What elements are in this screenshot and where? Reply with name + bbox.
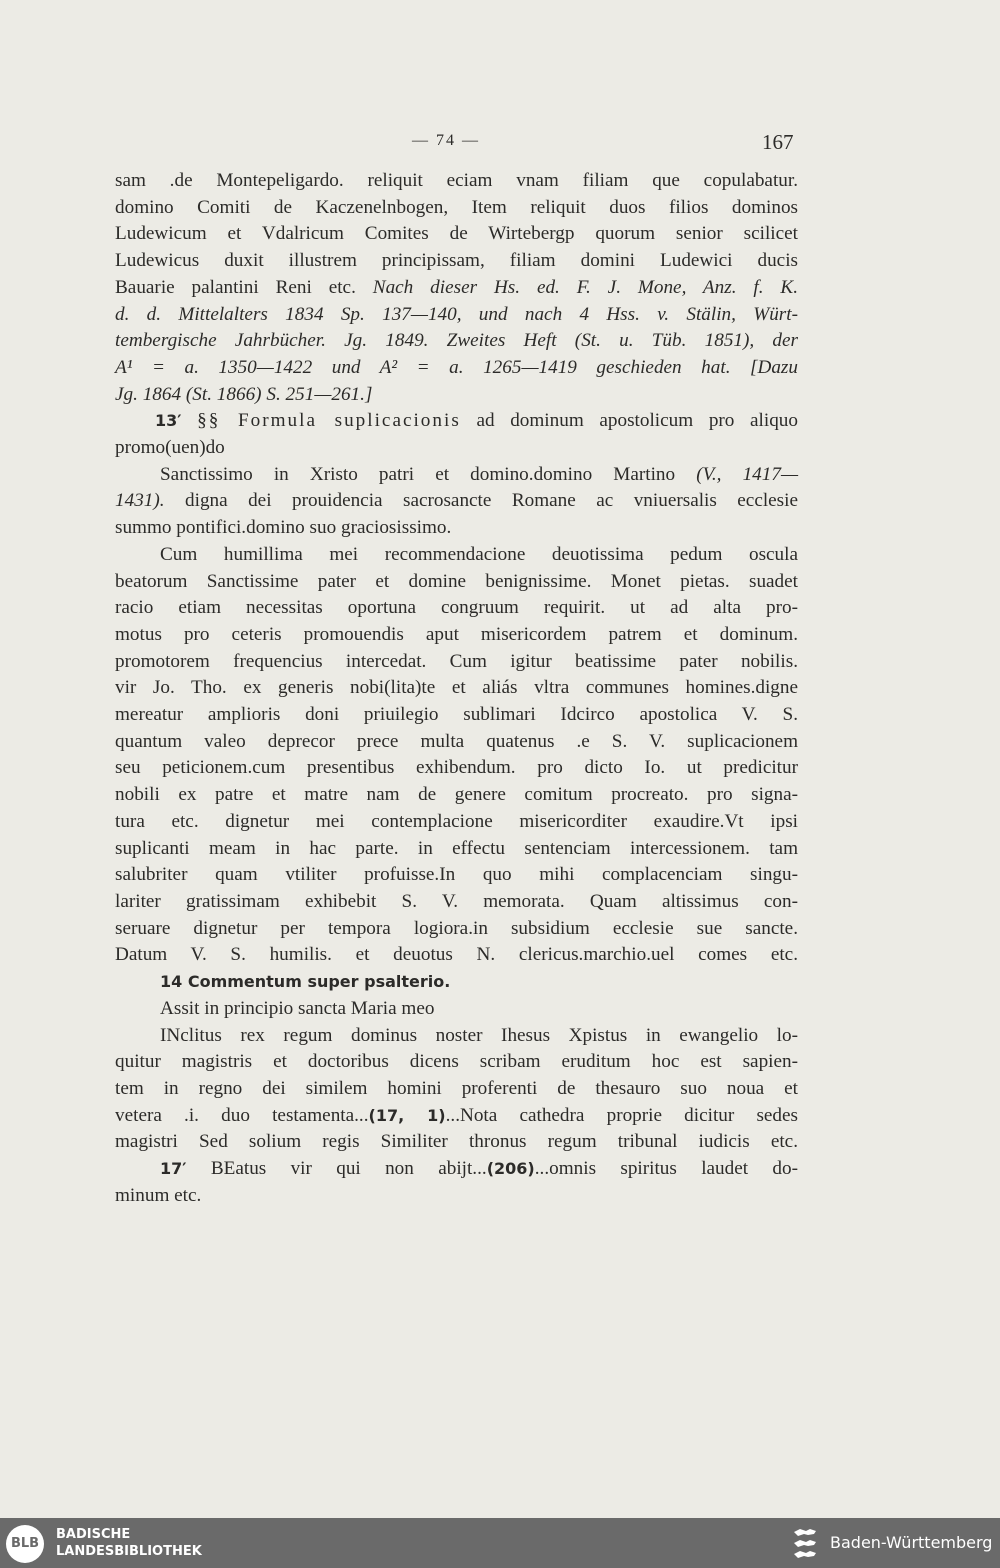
text-line: tem in regno dei similem homini proferenti de thesauro suo noua et	[115, 1077, 798, 1099]
page-header	[0, 128, 1000, 158]
text-line: vetera .i. duo testamenta...(17, 1)...Nota cathedra proprie dicitur sedes	[115, 1104, 799, 1126]
text-line: salubriter quam vtiliter profuisse.In quo mihi complacenciam singu-	[115, 864, 798, 886]
text-line: sam .de Montepeligardo. reliquit eciam vnam filiam que copulabatur.	[115, 170, 798, 191]
document-body	[115, 168, 798, 1209]
text-line: seruare dignetur per tempora logiora.in subsidium ecclesie sue sancte.	[115, 917, 798, 939]
text-line: promo(uen)do	[115, 437, 225, 459]
footer-bar	[0, 1518, 1000, 1568]
entry-heading: 14 Commentum super psalterio.	[160, 972, 451, 992]
text-line: racio etiam necessitas oportuna congruum requirit. ut ad alta pro-	[115, 597, 798, 619]
blb-logo[interactable]: BLB	[6, 1525, 44, 1563]
entry-heading: 13′ §§ Formula suplicacionis ad dominum apostolicum pro aliquo	[155, 410, 798, 432]
text-line: seu peticionem.cum presentibus exhibendum. pro dicto Io. ut predicitur	[115, 757, 798, 779]
page-number: 167	[762, 130, 794, 154]
text-line: vir Jo. Tho. ex generis nobi(lita)te et aliás vltra communes homines.digne	[115, 677, 798, 699]
text-line: mereatur amplioris doni priuilegio sublimari Idcirco apostolica V. S.	[115, 704, 798, 726]
lions-coat-of-arms-icon	[790, 1526, 822, 1562]
text-line: Assit in principio sancta Maria meo	[160, 997, 435, 1019]
text-line: motus pro ceteris promouendis aput misericordem patrem et dominum.	[115, 623, 798, 645]
text-line: Ludewicus duxit illustrem principissam, filiam domini Ludewici ducis	[115, 250, 798, 272]
text-line: INclitus rex regum dominus noster Ihesus Xpistus in ewangelio lo-	[160, 1024, 798, 1046]
text-line: Sanctissimo in Xristo patri et domino.domino Martino (V., 1417—	[160, 463, 798, 485]
text-line: tembergische Jahrbücher. Jg. 1849. Zweites Heft (St. u. Tüb. 1851), der	[115, 330, 798, 352]
text-line: Cum humillima mei recommendacione deuotissima pedum oscula	[160, 543, 798, 565]
text-line: promotorem frequencius intercedat. Cum igitur beatissime pater nobilis.	[115, 650, 798, 672]
text-line: quitur magistris et doctoribus dicens scribam eruditum hoc est sapien-	[115, 1051, 798, 1073]
text-line: magistri Sed solium regis Similiter thronus regum tribunal iudicis etc.	[115, 1131, 798, 1153]
text-line: beatorum Sanctissime pater et domine benignissime. Monet pietas. suadet	[115, 570, 798, 592]
text-line: summo pontifici.domino suo graciosissimo.	[115, 517, 452, 539]
text-line: nobili ex patre et matre nam de genere comitum procreato. pro signa-	[115, 784, 798, 806]
text-line: 1431). digna dei prouidencia sacrosancte Romane ac vniuersalis ecclesie	[115, 490, 798, 512]
text-line: d. d. Mittelalters 1834 Sp. 137—140, und nach 4 Hss. v. Stälin, Würt-	[115, 303, 798, 325]
text-line: minum etc.	[115, 1184, 202, 1206]
text-line: tura etc. dignetur mei contemplacione misericorditer exaudire.Vt ipsi	[115, 810, 798, 832]
text-line: lariter gratissimam exhibebit S. V. memorata. Quam altissimus con-	[115, 890, 798, 912]
state-name[interactable]: Baden-Württemberg	[830, 1533, 993, 1552]
text-line: A¹ = a. 1350—1422 und A² = a. 1265—1419 geschieden hat. [Dazu	[115, 356, 798, 378]
text-line: quantum valeo deprecor prece multa quatenus .e S. V. suplicacionem	[115, 730, 798, 752]
text-line: Datum V. S. humilis. et deuotus N. clericus.marchio.uel comes etc.	[115, 944, 798, 966]
text-line: Bauarie palantini Reni etc. Nach dieser Hs. ed. F. J. Mone, Anz. f. K.	[115, 276, 798, 298]
text-line: suplicanti meam in hac parte. in effectu sentenciam intercessionem. tam	[115, 837, 798, 859]
entry-heading: 17′ BEatus vir qui non abijt...(206)...omnis spiritus laudet do-	[160, 1158, 798, 1180]
library-name[interactable]: BADISCHE LANDESBIBLIOTHEK	[56, 1527, 202, 1559]
inner-page-number: — 74 —	[412, 132, 480, 149]
text-line: Jg. 1864 (St. 1866) S. 251—261.]	[115, 383, 373, 405]
text-line: Ludewicum et Vdalricum Comites de Wirtebergp quorum senior scilicet	[115, 223, 798, 245]
text-line: domino Comiti de Kaczenelnbogen, Item reliquit duos filios dominos	[115, 196, 798, 218]
